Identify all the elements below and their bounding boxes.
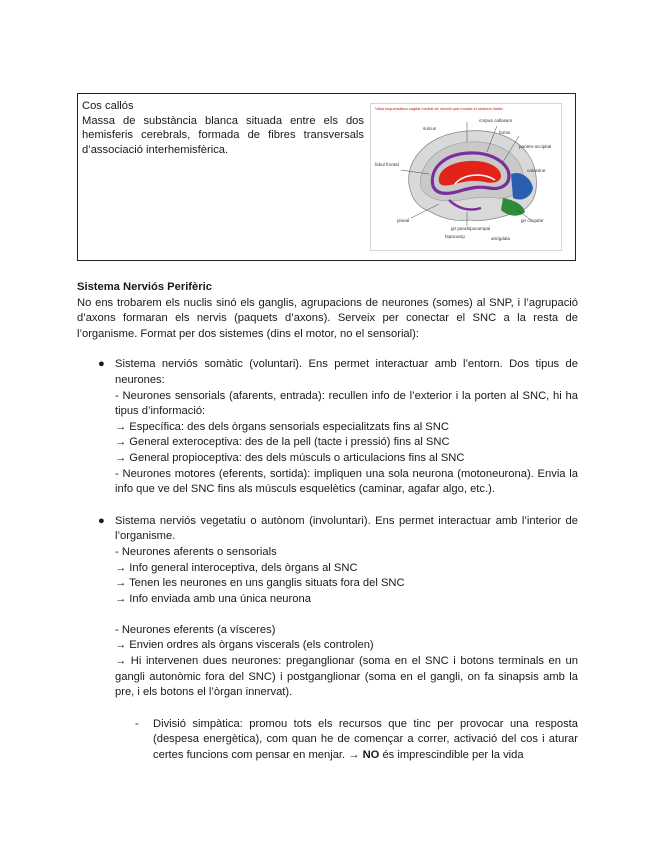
label-pineal: pineal [397,218,410,223]
figure-caption: Vista esquemàtica sagital medial de cervell que mostra el sistema límbic [375,106,504,111]
label-calcarine: calcarine [527,168,546,173]
sympathetic-tail: és imprescindible per la vida [382,749,524,762]
label-sulcus: sulcus [423,126,437,131]
box-heading: Cos callós [82,100,134,112]
sympathetic-text [153,717,578,764]
label-corpus: corpus callosum [479,118,513,123]
efferent-two-neurons: → Hi intervenen dues neurones: preganglionar (soma en el SNC i botons terminals en un gangli autonòmic fora del SNC) i postganglionar (soma en el gangli, on fa sinapsis amb la pre, i els botons el l’òrgan innervat). [115,655,578,699]
box-definition: Massa de substància blanca situada entre els dos hemisferis cerebrals, formada de fibres transversals d’associació interhemisfèrica. [82,114,364,156]
list-item-sympathetic [77,717,578,764]
label-parahippocampal: gir parahipocampal [451,226,491,231]
afferent-ganglia: → Tenen les neurones en uns ganglis situats fora del SNC [115,577,405,590]
snp-section [77,280,578,764]
label-cingulate: gir cingular [521,218,544,223]
brain-figure [370,103,562,251]
somatic-proprioceptive: → General propioceptiva: des dels músculs o articulacions fins al SNC [115,451,465,464]
list-item-somatic [77,357,578,497]
dash-marker: - [135,717,139,730]
vegetative-lead: Sistema nerviós vegetatiu o autònom (involuntari). Ens permet interactuar amb l’interior de l’organisme. [115,514,578,543]
somatic-specific: → Específica: des dels òrgans sensorials especialitzats fins al SNC [115,420,449,433]
sympathetic-body: Divisió simpàtica: promou tots els recursos que tinc per provocar una resposta (despesa energètica), com quan he de començar a correr, activació del cos i aturar certes funcions com pensar en menjar. → [153,717,578,762]
label-hippocampus: hipocamp [445,234,465,239]
afferent-heading: - Neurones aferents o sensorials [115,545,277,558]
somatic-sensory: - Neurones sensorials (afarents, entrada): recullen info de l’exterior i la porten al SNC, hi ha tipus d’informació: [115,389,578,418]
somatic-motor: - Neurones motores (eferents, sortida): impliquen una sola neurona (motoneurona). Envia la info que ve del SNC fins als músculs esquelètics (caminar, agafar algo, etc.). [115,467,578,496]
bullet-icon: ● [98,514,105,527]
list-item-vegetative [77,514,578,701]
label-fornix: fornix [499,130,511,135]
corpus-callosum-box [77,93,576,261]
label-amygdala: amígdala [491,236,510,241]
somatic-lead: Sistema nerviós somàtic (voluntari). Ens permet interactuar amb l’entorn. Dos tipus de neurones: [115,358,578,386]
efferent-orders: → Envien ordres als òrgans viscerals (els controlen) [115,639,374,652]
section-intro: No ens trobarem els nuclis sinó els ganglis, agrupacions de neurones (somes) al SNP, i l’agrupació d’axons formaran els nervis (paquets d’axons). Serveix per conectar el SNC a la resta de l’organisme. Format per dos sistemes (dins el motor, no el sensorial): [77,296,578,340]
afferent-info: → Info general interoceptiva, dels òrgans al SNC [115,561,358,574]
somatic-exteroceptive: → General exteroceptiva: des de la pell (tacte i pressió) fins al SNC [115,436,450,449]
box-text [82,99,364,157]
efferent-heading: - Neurones eferents (a vísceres) [115,623,276,636]
section-title: Sistema Nerviós Perifèric [77,281,212,293]
bullet-icon: ● [98,358,105,371]
label-frontal: lòbul frontal [375,162,399,167]
afferent-single-neuron: → Info enviada amb una única neurona [115,592,311,605]
sympathetic-emphasis: NO [362,749,380,762]
label-parieto: parieto-occipital [519,144,552,149]
